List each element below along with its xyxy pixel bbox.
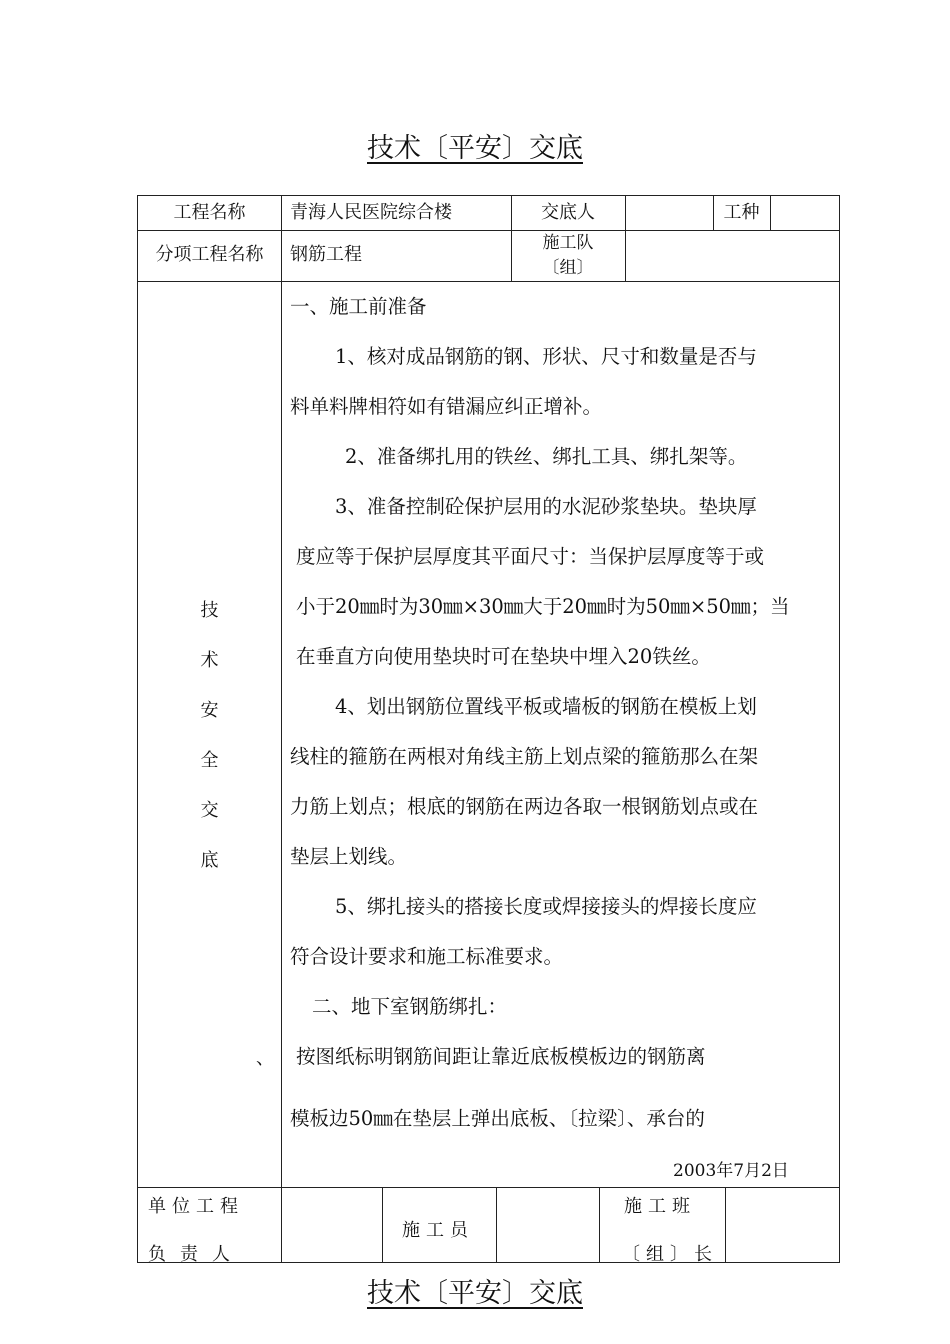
disclosure-table bbox=[137, 195, 840, 1263]
content-line: 模板边50㎜在垫层上弹出底板、〔拉梁〕、承台的 bbox=[290, 1107, 705, 1130]
content-line: 力筋上划点；根底的钢筋在两边各取一根钢筋划点或在 bbox=[290, 795, 759, 818]
stray-mark: 、 bbox=[256, 1048, 274, 1069]
content-line: 二、地下室钢筋绑扎： bbox=[312, 995, 508, 1018]
signature-date: 2003年7月2日 bbox=[673, 1161, 789, 1181]
column-divider bbox=[599, 1187, 600, 1262]
next-page-title: 技术〔平安〕交底 bbox=[367, 1278, 583, 1309]
unit-lead-label-line1: 单位工程 bbox=[148, 1196, 244, 1217]
content-line: 4、划出钢筋位置线平板或墙板的钢筋在模板上划 bbox=[335, 695, 757, 718]
content-line: 按图纸标明钢筋间距让靠近底板模板边的钢筋离 bbox=[296, 1045, 706, 1068]
content-line: 5、绑扎接头的搭接长度或焊接接头的焊接长度应 bbox=[335, 895, 757, 918]
side-label bbox=[138, 586, 281, 886]
content-line: 3、准备控制砼保护层用的水泥砂浆垫块。垫块厚 bbox=[335, 495, 757, 518]
content-line: 1、核对成品钢筋的钢、形状、尺寸和数量是否与 bbox=[335, 345, 757, 368]
team-label-line1: 施工队 bbox=[542, 233, 594, 253]
unit-lead-label-line2: 负责人 bbox=[148, 1244, 244, 1265]
team-leader-label-line1: 施工班 bbox=[624, 1196, 696, 1217]
side-char: 安 bbox=[200, 700, 219, 721]
content-line: 在垂直方向使用垫块时可在垫块中埋入20铁丝。 bbox=[296, 645, 711, 668]
content-line: 垫层上划线。 bbox=[290, 845, 408, 868]
project-name-label: 工程名称 bbox=[173, 202, 246, 223]
team-label-line2: 〔组〕 bbox=[542, 258, 594, 278]
content-line: 2、准备绑扎用的铁丝、绑扎工具、绑扎架等。 bbox=[345, 445, 748, 468]
content-line: 一、施工前准备 bbox=[290, 295, 427, 318]
content-line: 度应等于保护层厚度其平面尺寸：当保护层厚度等于或 bbox=[296, 545, 765, 568]
presenter-label: 交底人 bbox=[541, 202, 595, 223]
trade-label: 工种 bbox=[723, 202, 760, 223]
column-divider bbox=[770, 196, 771, 230]
column-divider bbox=[382, 1187, 383, 1262]
column-divider bbox=[496, 1187, 497, 1262]
side-char: 底 bbox=[200, 850, 219, 871]
team-leader-label-line2: 〔组〕长 bbox=[622, 1244, 718, 1265]
content-line: 小于20㎜时为30㎜×30㎜大于20㎜时为50㎜×50㎜；当 bbox=[296, 595, 790, 618]
document-title: 技术〔平安〕交底 bbox=[367, 133, 583, 164]
column-divider bbox=[281, 1187, 282, 1262]
content-line: 符合设计要求和施工标准要求。 bbox=[290, 945, 564, 968]
row-divider bbox=[138, 230, 839, 231]
disclosure-content bbox=[290, 282, 835, 1144]
side-char: 交 bbox=[200, 800, 219, 821]
column-divider bbox=[281, 196, 282, 1187]
project-name-value: 青海人民医院综合楼 bbox=[290, 202, 452, 223]
content-line: 料单料牌相符如有错漏应纠正增补。 bbox=[290, 395, 603, 418]
construction-staff-label: 施工员 bbox=[402, 1220, 474, 1241]
column-divider bbox=[625, 196, 626, 281]
sub-project-label: 分项工程名称 bbox=[155, 244, 264, 265]
column-divider bbox=[725, 1187, 726, 1262]
side-char: 技 bbox=[200, 600, 219, 621]
sub-project-value: 钢筋工程 bbox=[290, 244, 362, 265]
side-char: 全 bbox=[200, 750, 219, 771]
side-char: 术 bbox=[200, 650, 219, 671]
row-divider bbox=[138, 1187, 839, 1188]
content-line: 线柱的箍筋在两根对角线主筋上划点梁的箍筋那么在架 bbox=[290, 745, 759, 768]
